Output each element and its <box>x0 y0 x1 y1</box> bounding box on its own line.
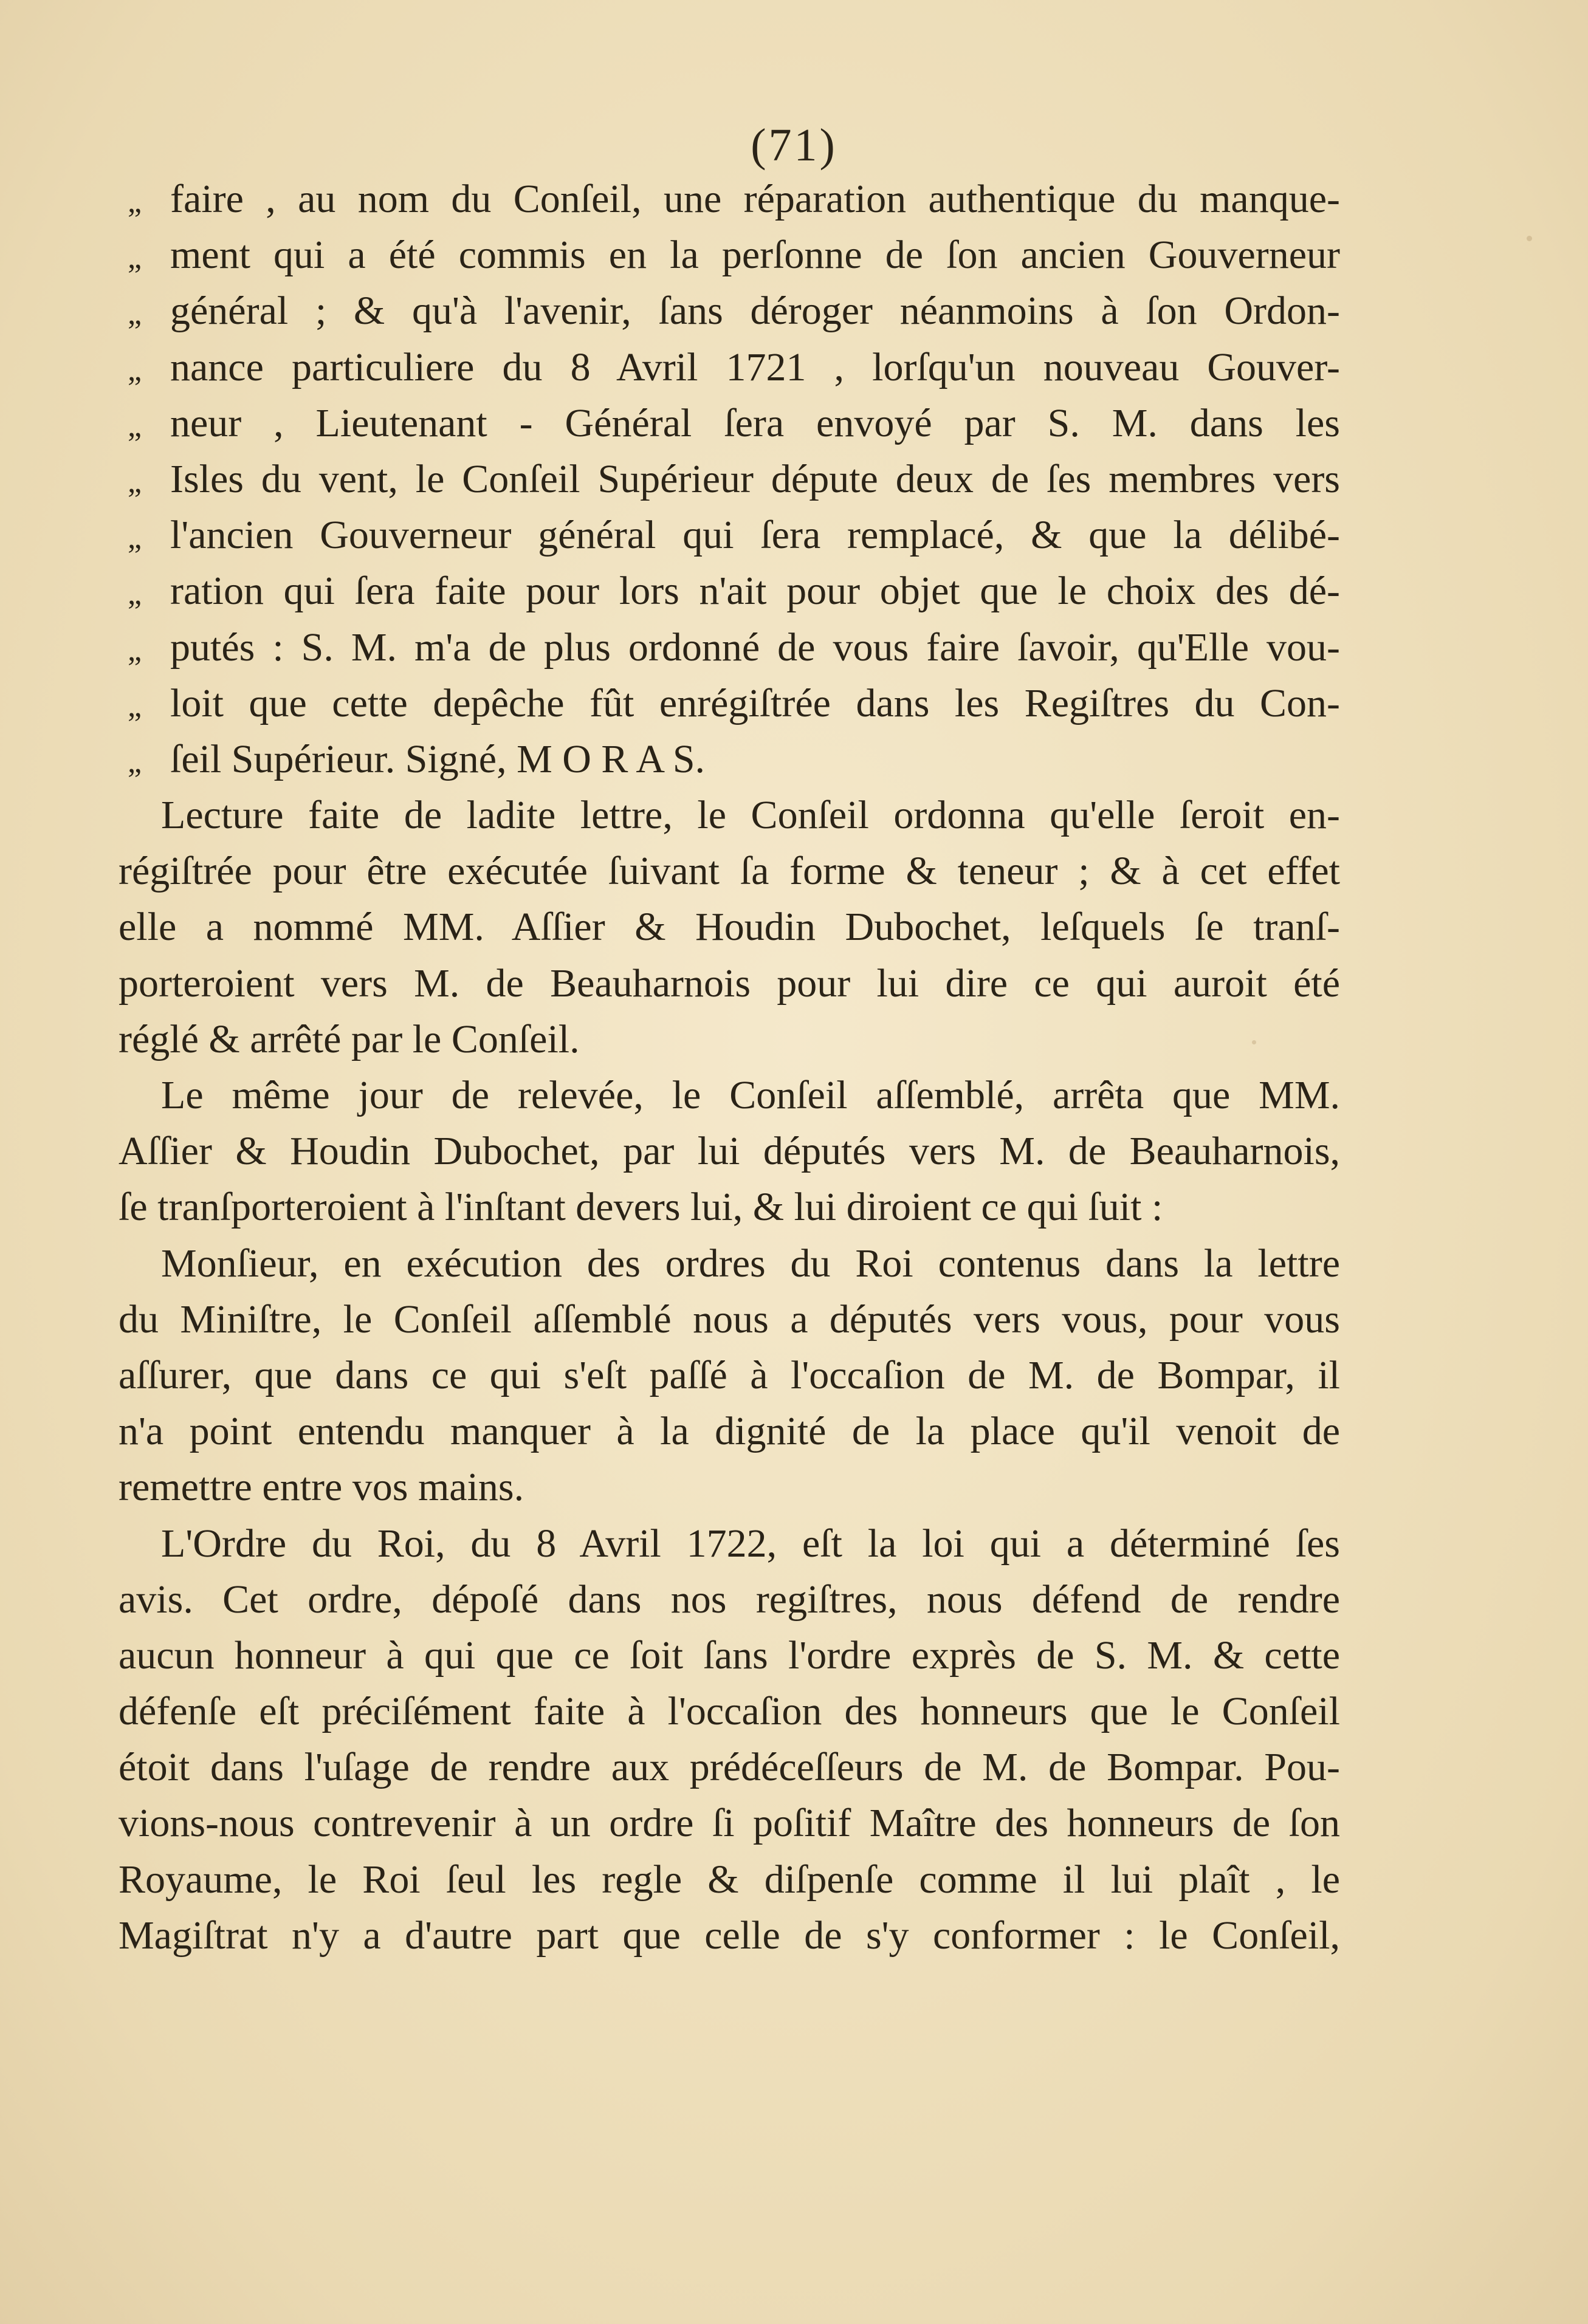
text-line: porteroient vers M. de Beauharnois pour lui dire ce qui auroit été <box>119 961 1340 1006</box>
quote-mark: „ <box>128 296 142 332</box>
quote-mark: „ <box>128 632 142 668</box>
quoted-text: ration qui ſera faite pour lors n'ait pour objet que le choix des dé- <box>170 569 1340 614</box>
text-line: Le même jour de relevée, le Conſeil aſſemblé, arrêta que MM. <box>161 1073 1340 1117</box>
quote-mark: „ <box>128 241 142 276</box>
text-line: étoit dans l'uſage de rendre aux prédéceſſeurs de M. de Bompar. Pou- <box>119 1745 1340 1790</box>
text-line: Lecture faite de ladite lettre, le Conſeil ordonna qu'elle ſeroit en- <box>161 793 1340 838</box>
quoted-text: ſeil Supérieur. Signé, M O R A S. <box>170 736 706 781</box>
quoted-text: Isles du vent, le Conſeil Supérieur députe deux de ſes membres vers <box>170 456 1340 501</box>
text-line: défenſe eſt préciſément faite à l'occaſion des honneurs que le Conſeil <box>119 1689 1340 1734</box>
quoted-line <box>119 396 1340 451</box>
paragraph <box>119 1516 1340 1964</box>
text-line: aucun honneur à qui que ce ſoit ſans l'ordre exprès de S. M. & cette <box>119 1633 1340 1678</box>
quote-mark: „ <box>128 521 142 556</box>
quoted-line <box>119 732 1340 787</box>
text-line: régiſtrée pour être exécutée ſuivant ſa forme & teneur ; & à cet effet <box>119 849 1340 894</box>
paragraph <box>119 787 1340 1068</box>
paragraph <box>119 1068 1340 1236</box>
paragraph <box>119 1236 1340 1516</box>
quoted-text: neur , Lieutenant - Général ſera envoyé par S. M. dans les <box>170 400 1340 445</box>
quoted-line <box>119 507 1340 563</box>
text-line: Magiſtrat n'y a d'autre part que celle de s'y conformer : le Conſeil, <box>119 1913 1340 1958</box>
quoted-text: nance particuliere du 8 Avril 1721 , lorſqu'un nouveau Gouver- <box>170 344 1340 389</box>
quoted-line <box>119 620 1340 676</box>
quoted-line <box>119 340 1340 396</box>
quote-mark: „ <box>128 464 142 499</box>
quote-mark: „ <box>128 744 142 780</box>
text-line: Royaume, le Roi ſeul les regle & diſpenſe comme il lui plaît , le <box>119 1857 1340 1902</box>
quote-mark: „ <box>128 408 142 444</box>
text-line: avis. Cet ordre, dépoſé dans nos regiſtres, nous défend de rendre <box>119 1577 1340 1622</box>
quoted-text: faire , au nom du Conſeil, une réparation authentique du manque- <box>170 177 1340 221</box>
quoted-line <box>119 171 1340 227</box>
text-line: elle a nommé MM. Aſſier & Houdin Dubochet, leſquels ſe tranſ- <box>119 905 1340 950</box>
quoted-line <box>119 283 1340 339</box>
text-line: du Miniſtre, le Conſeil aſſemblé nous a députés vers vous, pour vous <box>119 1297 1340 1342</box>
quoted-line <box>119 227 1340 283</box>
quoted-text: putés : S. M. m'a de plus ordonné de vous faire ſavoir, qu'Elle vou- <box>170 625 1340 670</box>
text-line: L'Ordre du Roi, du 8 Avril 1722, eſt la loi qui a déterminé ſes <box>161 1521 1340 1566</box>
quoted-line <box>119 676 1340 732</box>
text-line: réglé & arrêté par le Conſeil. <box>119 1016 580 1061</box>
body-text <box>119 171 1340 1964</box>
text-line: Monſieur, en exécution des ordres du Roi contenus dans la lettre <box>161 1241 1340 1286</box>
page-number: (71) <box>751 120 837 171</box>
quoted-line <box>119 451 1340 507</box>
quote-mark: „ <box>128 352 142 388</box>
text-line: n'a point entendu manquer à la dignité de la place qu'il venoit de <box>119 1409 1340 1454</box>
quoted-text: général ; & qu'à l'avenir, ſans déroger néanmoins à ſon Ordon- <box>170 289 1340 334</box>
paper-spot <box>1527 236 1532 241</box>
text-line: aſſurer, que dans ce qui s'eſt paſſé à l'occaſion de M. de Bompar, il <box>119 1352 1340 1397</box>
quote-mark: „ <box>128 688 142 724</box>
text-line: Aſſier & Houdin Dubochet, par lui députés vers M. de Beauharnois, <box>119 1129 1340 1174</box>
quoted-text: loit que cette depêche fût enrégiſtrée dans les Regiſtres du Con- <box>170 680 1340 725</box>
quoted-text: ment qui a été commis en la perſonne de ſon ancien Gouverneur <box>170 233 1340 278</box>
quote-mark: „ <box>128 577 142 612</box>
quoted-text: l'ancien Gouverneur général qui ſera remplacé, & que la délibé- <box>170 513 1340 558</box>
text-line: vions-nous contrevenir à un ordre ſi poſitif Maître des honneurs de ſon <box>119 1801 1340 1846</box>
quote-mark: „ <box>128 185 142 219</box>
quoted-line <box>119 563 1340 619</box>
text-line: remettre entre vos mains. <box>119 1465 524 1510</box>
text-line: ſe tranſporteroient à l'inſtant devers lui, & lui diroient ce qui ſuit : <box>119 1185 1163 1230</box>
